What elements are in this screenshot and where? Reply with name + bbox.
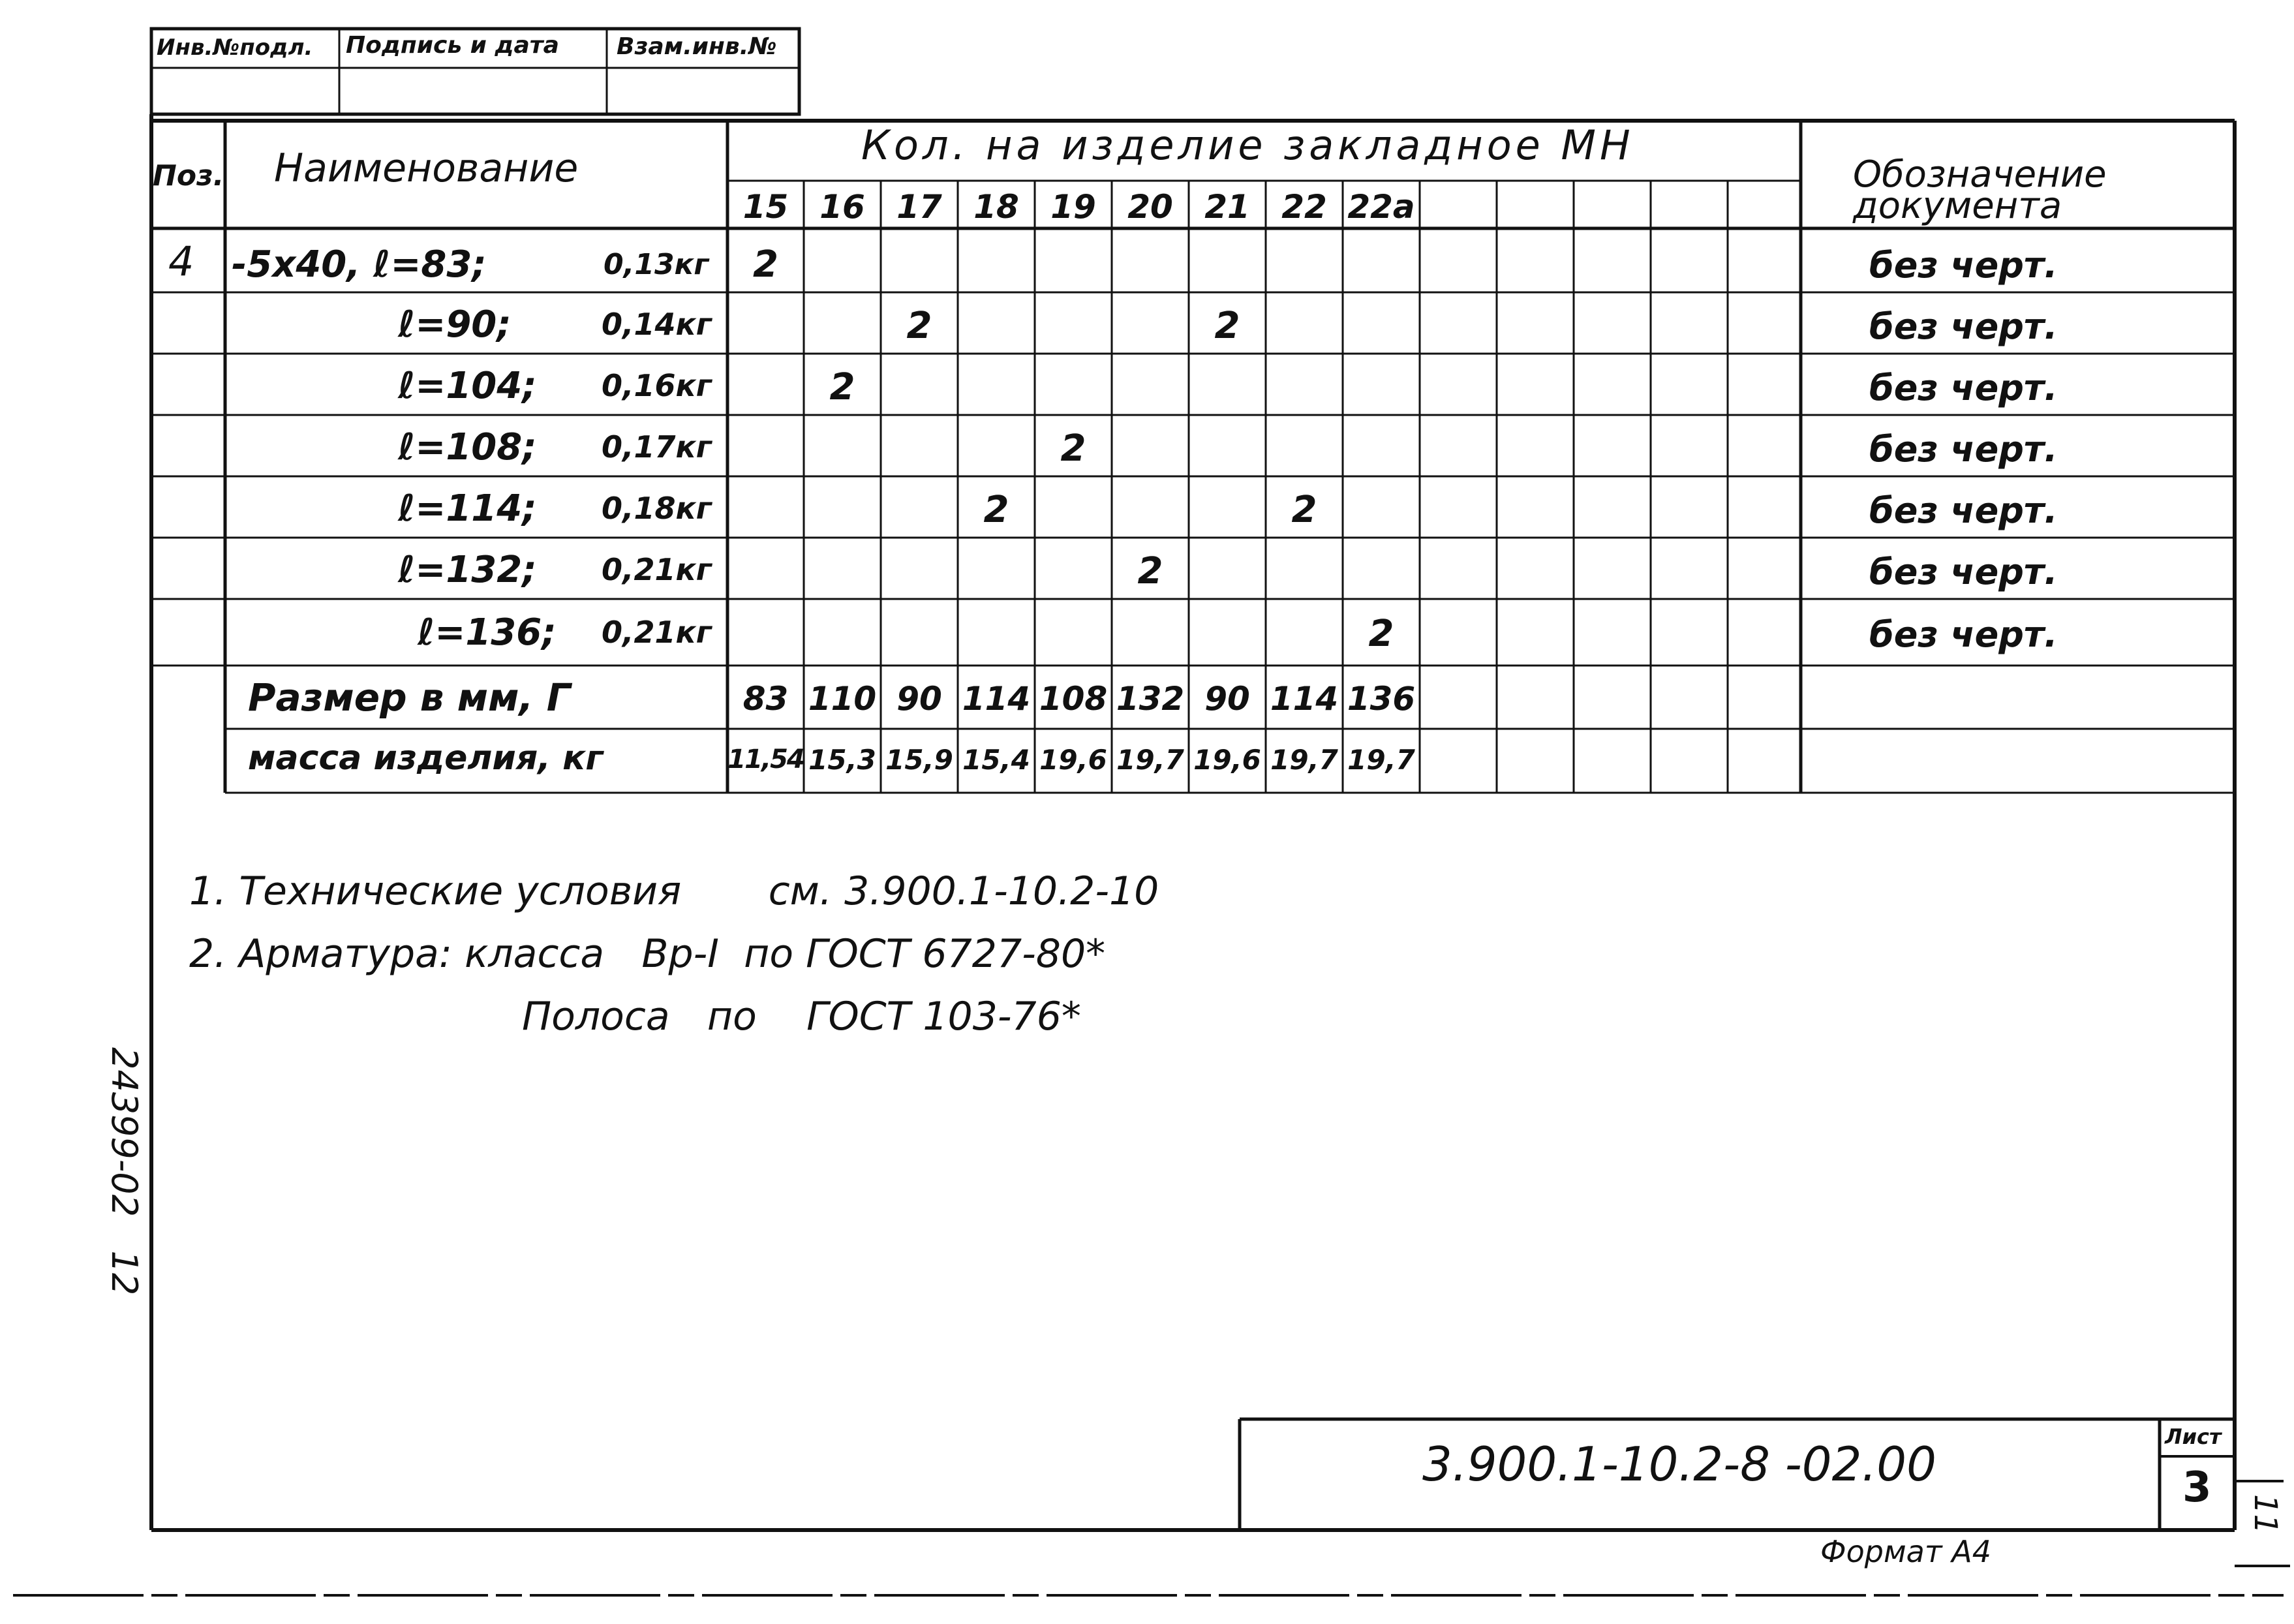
col-header: 17 [896,188,942,226]
size-cell: 136 [1347,680,1416,718]
row-doc: без черт. [1869,245,2058,286]
mass-cell: 15,4 [962,744,1030,776]
row-name: -5x40, ℓ=83; [232,243,487,286]
qty-cell: 2 [1137,550,1163,592]
row-name: ℓ=136; [418,611,557,654]
mass-row-label: масса изделия, кг [248,739,604,778]
mass-cell: 15,9 [885,744,953,776]
stamp-vzam-inv: Взам.инв.№ [617,33,777,60]
row-mass: 0,18кг [602,491,712,526]
qty-cell: 2 [1368,613,1394,655]
row-doc: без черт. [1869,490,2058,531]
row-doc: без черт. [1869,614,2058,655]
note-3: Полоса по ГОСТ 103-76* [522,994,1081,1039]
mass-cell: 19,6 [1039,744,1107,776]
qty-cell: 2 [1060,427,1086,470]
sheet-label: Лист [2165,1424,2222,1449]
size-row-label: Размер в мм, Г [248,675,571,720]
col-header: 15 [742,188,789,226]
col-header: 18 [973,188,1019,226]
row-mass: 0,16кг [602,368,712,403]
size-cell: 90 [896,680,942,718]
note-1: 1. Технические условия см. 3.900.1-10.2-10 [189,868,1159,914]
qty-cell: 2 [829,366,855,408]
col-header: 20 [1127,188,1173,226]
size-cell: 90 [1204,680,1250,718]
document-code: 3.900.1-10.2-8 -02.00 [1422,1437,1936,1492]
row-name: ℓ=108; [398,426,537,468]
header-pos: Поз. [153,159,224,192]
header-qty-title: Кол. на изделие закладное МН [861,121,1634,169]
header-name: Наименование [274,146,579,191]
row-doc: без черт. [1869,367,2058,408]
col-header: 16 [819,188,865,226]
row-mass: 0,17кг [602,429,712,465]
size-cell: 108 [1039,680,1108,718]
size-cell: 114 [1270,680,1339,718]
size-cell: 83 [742,680,789,718]
col-header: 21 [1204,188,1250,226]
edge-sheet-number: 11 [2247,1494,2284,1535]
mass-cell: 19,7 [1270,744,1338,776]
sheet-number: 3 [2182,1463,2212,1512]
row-name: ℓ=104; [398,365,537,407]
row-name: ℓ=132; [398,549,537,591]
row-name: ℓ=90; [398,303,512,346]
size-cell: 114 [962,680,1031,718]
row-pos: 4 [168,237,194,285]
mass-cell: 19,7 [1116,744,1184,776]
size-cell: 110 [808,680,877,718]
row-name: ℓ=114; [398,487,537,530]
row-mass: 0,21кг [602,615,712,650]
qty-cell: 2 [753,243,778,286]
row-doc: без черт. [1869,551,2058,592]
side-registration-number: 24399-02 12 [104,1047,145,1296]
row-doc: без черт. [1869,306,2058,347]
mass-cell: 15,3 [808,744,876,776]
mass-cell: 11,54 [727,744,804,774]
format-label: Формат А4 [1820,1534,1991,1569]
header-designation: Обозначение документа [1853,153,2107,227]
qty-cell: 2 [1291,489,1317,531]
note-2: 2. Арматура: класса Вр-I по ГОСТ 6727-80* [189,931,1106,977]
row-mass: 0,21кг [602,552,712,587]
col-header: 22а [1347,188,1415,226]
row-mass: 0,13кг [604,248,709,281]
mass-cell: 19,6 [1193,744,1261,776]
stamp-inv-podl: Инв.№подл. [157,35,313,61]
col-header: 19 [1050,188,1096,226]
row-doc: без черт. [1869,429,2058,470]
stamp-podpis-data: Подпись и дата [346,32,559,59]
size-cell: 132 [1116,680,1185,718]
mass-cell: 19,7 [1347,744,1415,776]
row-mass: 0,14кг [602,307,712,342]
col-header: 22 [1281,188,1327,226]
qty-cell: 2 [1214,305,1240,347]
qty-cell: 2 [906,305,932,347]
qty-cell: 2 [983,489,1009,531]
